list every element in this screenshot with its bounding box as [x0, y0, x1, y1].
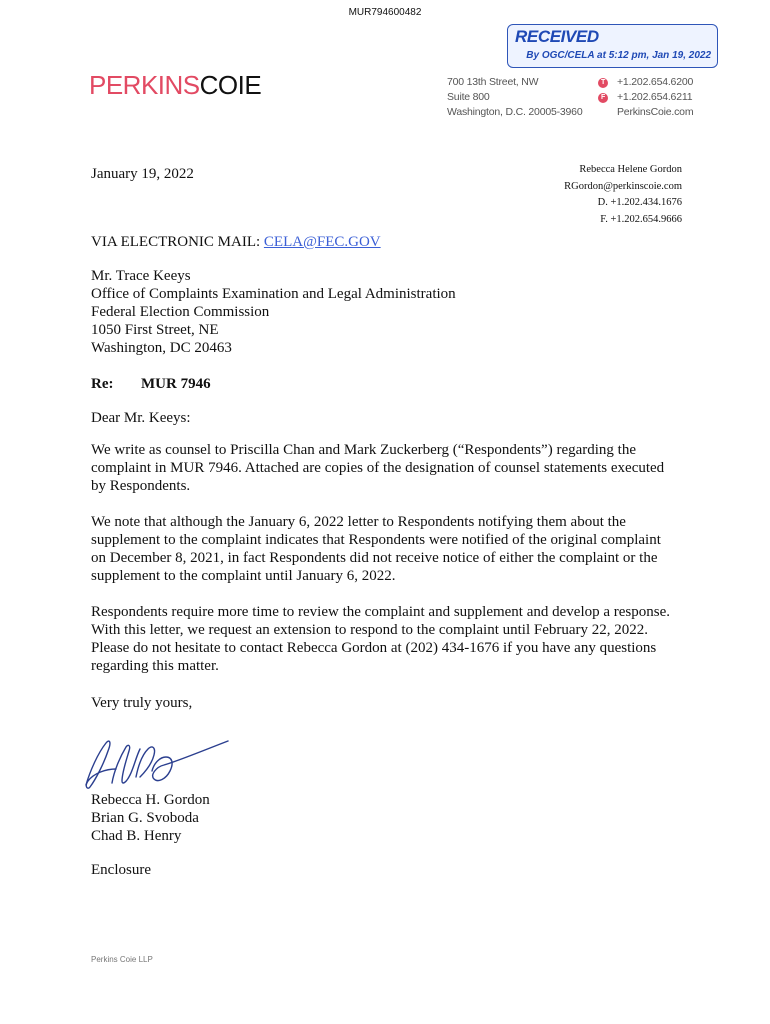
addressee-line: Washington, DC 20463: [91, 340, 232, 356]
paragraph: [91, 513, 681, 585]
sender-name: Rebecca Helene Gordon: [579, 164, 682, 175]
stamp-title: RECEIVED: [515, 27, 599, 46]
footer-firm: Perkins Coie LLP: [91, 955, 153, 964]
signer-name: Rebecca H. Gordon: [91, 792, 210, 808]
phone-row: [598, 75, 693, 90]
paragraph-line: With this letter, we request an extension to respond to the complaint until February 22, 2022.: [91, 622, 649, 638]
subject-line: [91, 375, 211, 393]
fax-row: [598, 90, 693, 105]
re-label: Re:: [91, 376, 114, 392]
paragraph: [91, 603, 691, 675]
addressee-line: Federal Election Commission: [91, 304, 270, 320]
website-row: [598, 105, 693, 120]
addressee-line: 1050 First Street, NE: [91, 322, 219, 338]
signers-block: [91, 791, 210, 845]
address-line: 700 13th Street, NW: [447, 76, 539, 88]
sender-block: [564, 162, 682, 228]
salutation: Dear Mr. Keeys:: [91, 410, 191, 426]
perkins-coie-logo: [89, 70, 261, 100]
phone-number: +1.202.654.6200: [617, 76, 694, 88]
logo-part-coie: COIE: [199, 70, 262, 100]
fax-icon: F: [598, 93, 608, 103]
address-line: Suite 800: [447, 91, 490, 103]
firm-contacts: [598, 75, 693, 120]
address-line: Washington, D.C. 20005-3960: [447, 106, 583, 118]
paragraph-line: We write as counsel to Priscilla Chan and Mark Zuckerberg (“Respondents”) regarding the: [91, 442, 637, 458]
website-link[interactable]: PerkinsCoie.com: [617, 106, 694, 118]
paragraph-line: by Respondents.: [91, 478, 191, 494]
firm-address: [447, 75, 582, 120]
via-email-link[interactable]: CELA@FEC.GOV: [263, 234, 381, 250]
via-label: VIA ELECTRONIC MAIL:: [91, 234, 264, 250]
handwritten-signature: [78, 727, 238, 793]
fax-number: +1.202.654.6211: [617, 91, 693, 103]
paragraph-line: supplement to the complaint indicates that Respondents were notified of the original complaint: [91, 532, 661, 548]
addressee-line: Mr. Trace Keeys: [91, 268, 191, 284]
paragraph-line: complaint in MUR 7946. Attached are copies of the designation of counsel statements executed: [91, 460, 665, 476]
paragraph-line: regarding this matter.: [91, 658, 219, 674]
addressee-line: Office of Complaints Examination and Legal Administration: [91, 286, 456, 302]
sender-direct-phone: D. +1.202.434.1676: [597, 197, 682, 208]
paragraph-line: supplement to the complaint until January 6, 2022.: [91, 568, 396, 584]
closing: Very truly yours,: [91, 695, 193, 711]
sender-fax: F. +1.202.654.9666: [600, 213, 682, 225]
enclosure-note: Enclosure: [91, 862, 151, 878]
signer-name: Brian G. Svoboda: [91, 810, 199, 826]
paragraph-line: on December 8, 2021, in fact Respondents did not receive notice of either the complaint or the: [91, 550, 658, 566]
letter-date: January 19, 2022: [91, 166, 194, 182]
re-value: MUR 7946: [141, 376, 211, 392]
paragraph-line: Please do not hesitate to contact Rebecca Gordon at (202) 434-1676 if you have any questions: [91, 640, 657, 656]
phone-icon: T: [598, 78, 608, 88]
received-stamp: [507, 24, 718, 68]
paragraph-line: Respondents require more time to review the complaint and supplement and develop a response.: [91, 604, 671, 620]
delivery-method: [91, 233, 381, 251]
paragraph: [91, 441, 681, 495]
document-id: MUR794600482: [348, 7, 422, 18]
stamp-line: By OGC/CELA at 5:12 pm, Jan 19, 2022: [526, 50, 711, 61]
paragraph-line: We note that although the January 6, 2022 letter to Respondents notifying them about the: [91, 514, 626, 530]
sender-email[interactable]: RGordon@perkinscoie.com: [564, 180, 682, 192]
logo-part-perkins: PERKINS: [89, 70, 200, 100]
signer-name: Chad B. Henry: [91, 828, 182, 844]
addressee-block: [91, 267, 456, 357]
